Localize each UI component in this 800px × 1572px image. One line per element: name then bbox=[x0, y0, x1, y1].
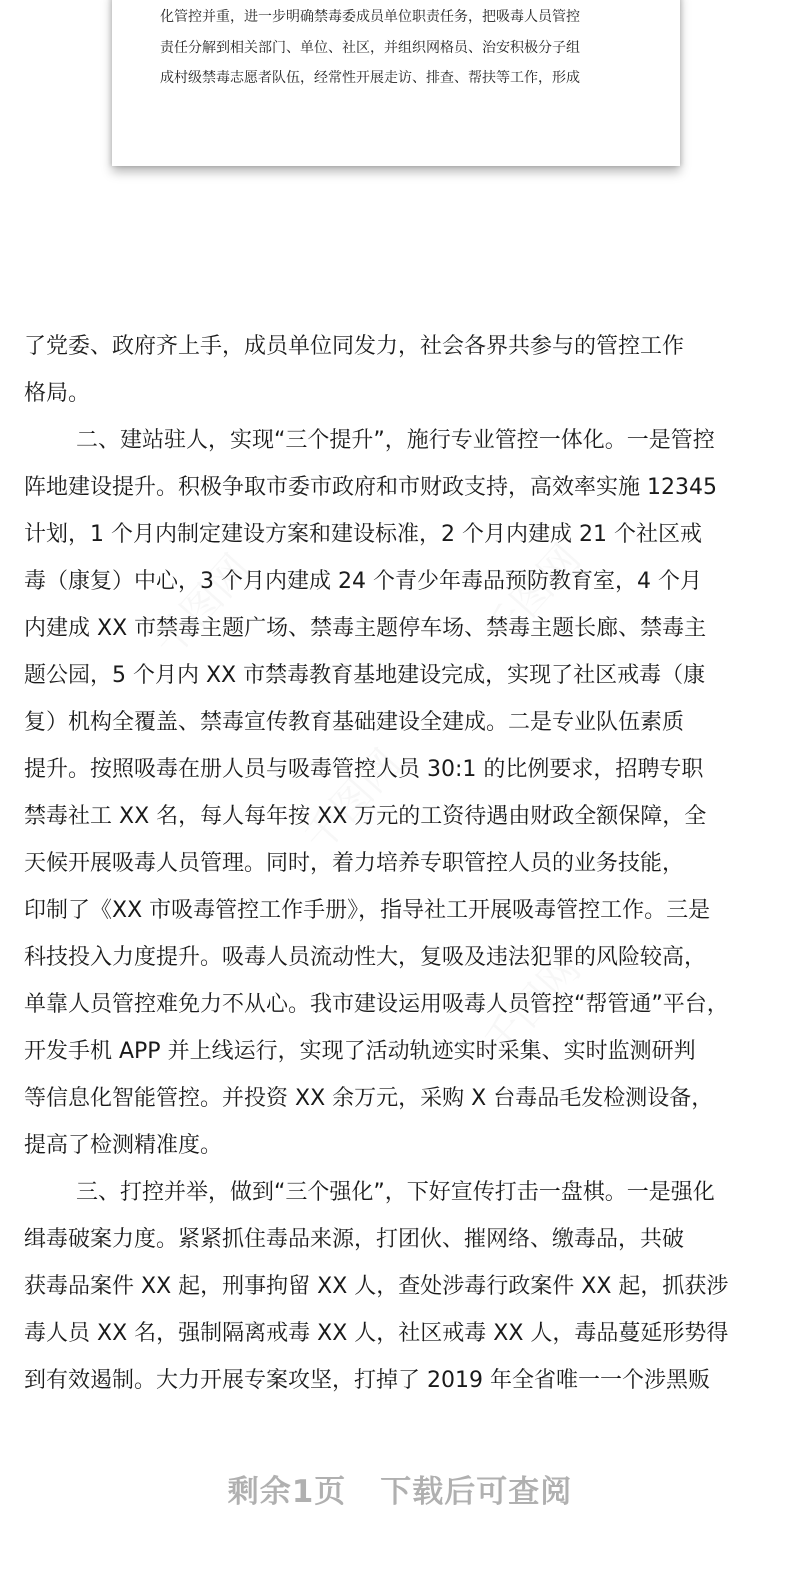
section-heading-line: 二、建站驻人，实现“三个提升”，施行专业管控一体化。一是管控 bbox=[76, 428, 715, 453]
text-line: 阵地建设提升。积极争取市委市政府和市财政支持，高效率实施 12345 bbox=[24, 475, 717, 500]
text-line: 印制了《XX 市吸毒管控工作手册》，指导社工开展吸毒管控工作。三是 bbox=[24, 898, 711, 923]
text-line: 缉毒破案力度。紧紧抓住毒品来源，打团伙、摧网络、缴毒品，共破 bbox=[24, 1227, 685, 1252]
watermark: 千图网 bbox=[295, 740, 410, 861]
text-line: 科技投入力度提升。吸毒人员流动性大，复吸及违法犯罪的风险较高， bbox=[24, 945, 707, 970]
text-line: 到有效遏制。大力开展专案攻坚，打掉了 2019 年全省唯一一个涉黑贩 bbox=[24, 1368, 710, 1393]
text-line: 毒人员 XX 名，强制隔离戒毒 XX 人，社区戒毒 XX 人，毒品蔓延形势得 bbox=[24, 1321, 729, 1346]
text-line: 计划，1 个月内制定建设方案和建设标准，2 个月内建成 21 个社区戒 bbox=[24, 522, 702, 547]
previous-page-text bbox=[160, 2, 650, 94]
watermark: 千图网 bbox=[475, 945, 590, 1066]
download-to-read-more-banner[interactable] bbox=[0, 1466, 800, 1511]
text-line: 了党委、政府齐上手，成员单位同发力，社会各界共参与的管控工作 bbox=[24, 334, 685, 359]
preview-line: 责任分解到相关部门、单位、社区，并组织网格员、治安积极分子组 bbox=[160, 39, 580, 56]
text-line: 提高了检测精准度。 bbox=[24, 1133, 223, 1158]
preview-line: 化管控并重，进一步明确禁毒委成员单位职责任务，把吸毒人员管控 bbox=[160, 9, 580, 25]
text-line: 提升。按照吸毒在册人员与吸毒管控人员 30:1 的比例要求，招聘专职 bbox=[24, 757, 704, 782]
text-line: 获毒品案件 XX 起，刑事拘留 XX 人，查处涉毒行政案件 XX 起，抓获涉 bbox=[24, 1274, 729, 1299]
text-line: 毒（康复）中心，3 个月内建成 24 个青少年毒品预防教育室，4 个月 bbox=[24, 569, 702, 594]
text-line: 等信息化智能管控。并投资 XX 余万元，采购 X 台毒品毛发检测设备， bbox=[24, 1086, 714, 1111]
document-body bbox=[24, 323, 780, 1404]
text-line: 禁毒社工 XX 名，每人每年按 XX 万元的工资待遇由财政全额保障，全 bbox=[24, 804, 707, 829]
text-line: 开发手机 APP 并上线运行，实现了活动轨迹实时采集、实时监测研判 bbox=[24, 1039, 696, 1064]
text-line: 题公园，5 个月内 XX 市禁毒教育基地建设完成，实现了社区戒毒（康 bbox=[24, 663, 706, 688]
preview-line: 成村级禁毒志愿者队伍，经常性开展走访、排查、帮扶等工作，形成 bbox=[160, 70, 580, 86]
remaining-pages-label: 剩余1页 bbox=[227, 1474, 347, 1510]
text-line: 内建成 XX 市禁毒主题广场、禁毒主题停车场、禁毒主题长廊、禁毒主 bbox=[24, 616, 707, 641]
previous-page-card bbox=[112, 0, 680, 166]
watermark: 千图网 bbox=[145, 545, 260, 666]
text-line: 格局。 bbox=[24, 381, 91, 406]
watermark: 千图网 bbox=[475, 535, 590, 656]
text-line: 单靠人员管控难免力不从心。我市建设运用吸毒人员管控“帮管通”平台， bbox=[24, 992, 729, 1017]
text-line: 天候开展吸毒人员管理。同时，着力培养专职管控人员的业务技能， bbox=[24, 851, 685, 876]
text-line: 复）机构全覆盖、禁毒宣传教育基础建设全建成。二是专业队伍素质 bbox=[24, 710, 685, 735]
section-heading-line: 三、打控并举，做到“三个强化”，下好宣传打击一盘棋。一是强化 bbox=[76, 1180, 715, 1205]
download-prompt-label: 下载后可查阅 bbox=[380, 1474, 573, 1510]
